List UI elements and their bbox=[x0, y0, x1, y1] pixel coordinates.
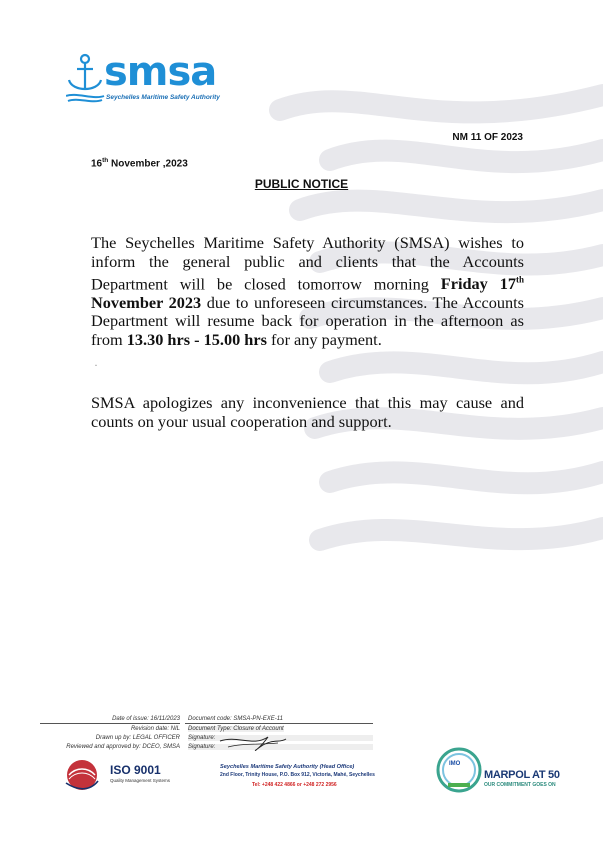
handwritten-signature bbox=[218, 727, 288, 757]
marpol-subtitle: OUR COMMITMENT GOES ON bbox=[484, 782, 556, 788]
approved-by: Reviewed and approved by: DCEO, SMSA bbox=[66, 744, 180, 750]
iso-title: ISO 9001 bbox=[110, 763, 161, 777]
head-office-address: 2nd Floor, Trinity House, P.O. Box 912, Victoria, Mahé, Seychelles bbox=[220, 772, 375, 778]
notice-number: NM 11 OF 2023 bbox=[452, 132, 523, 143]
signature-line-1: Signature: bbox=[188, 735, 373, 741]
scan-mark: · bbox=[94, 358, 98, 372]
notice-date: 16th November ,2023 bbox=[91, 157, 188, 170]
notice-title: PUBLIC NOTICE bbox=[254, 177, 349, 191]
marpol-title: MARPOL AT 50 bbox=[484, 769, 560, 781]
smsa-wordmark: smsa bbox=[104, 49, 217, 95]
head-office-phone: Tel: +248 422 4866 or +248 272 2956 bbox=[252, 782, 337, 788]
footer-divider bbox=[185, 723, 373, 724]
iso-globe-icon bbox=[64, 757, 100, 793]
revision-date: Revision date: NIL bbox=[130, 726, 180, 732]
imo-label: IMO bbox=[449, 761, 461, 767]
smsa-subtitle: Seychelles Maritime Safety Authority bbox=[106, 94, 220, 101]
notice-paragraph-1: The Seychelles Maritime Safety Authority (SMSA) wishes to inform the general public and clients that the Accounts Department will be closed tomorrow morning Friday 17th November 2023 due to unforeseen circumstances. The Accounts Department will resume back for operation in the afternoon as from 13.30 hrs - 15.00 hrs for any payment. bbox=[91, 233, 524, 349]
footer-divider bbox=[40, 723, 180, 724]
signature-line-2: Signature: bbox=[188, 744, 373, 750]
document-type: Document Type: Closure of Account bbox=[188, 726, 284, 732]
iso-subtitle: Quality Management Systems bbox=[110, 778, 171, 783]
head-office-name: Seychelles Maritime Safety Authority (Head Office) bbox=[220, 764, 355, 770]
date-of-issue: Date of issue: 16/11/2023 bbox=[112, 716, 180, 722]
marpol-emblem-icon bbox=[434, 745, 484, 795]
drawn-up-by: Drawn up by: LEGAL OFFICER bbox=[95, 735, 180, 741]
document-code: Document code: SMSA-PN-EXE-11 bbox=[188, 716, 283, 722]
notice-paragraph-2: SMSA apologizes any inconvenience that this may cause and counts on your usual cooperation and support. bbox=[91, 393, 524, 431]
